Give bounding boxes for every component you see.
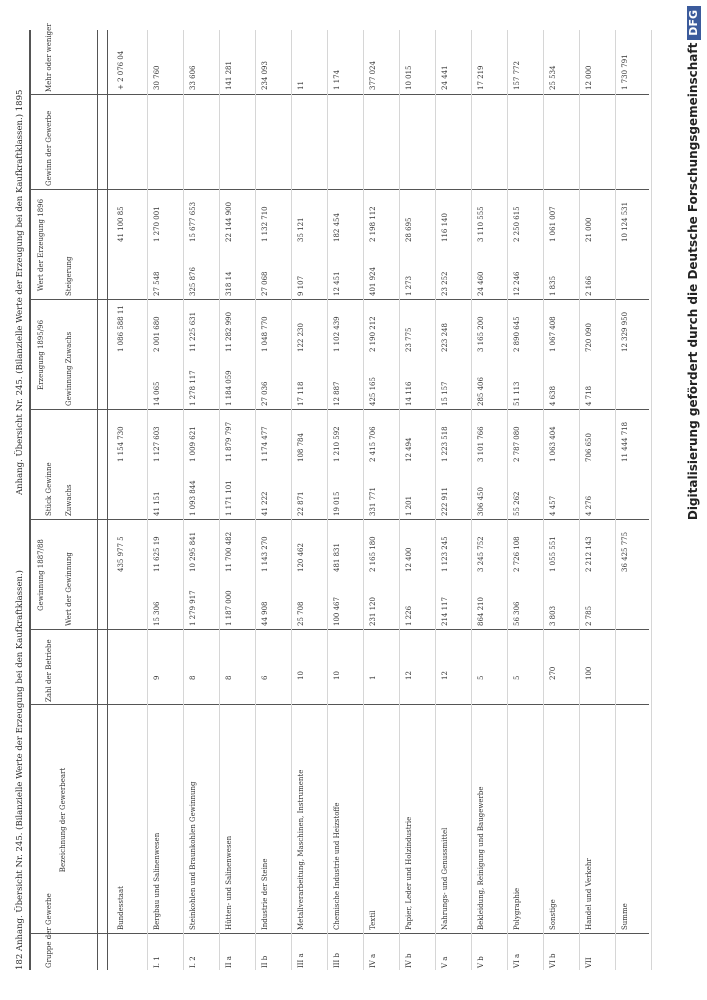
table-cell-b: 44 908	[261, 601, 269, 626]
table-cell-h: 318 14	[225, 271, 233, 296]
col-rule	[29, 189, 649, 190]
col-header-group: Gruppe der Gewerbe	[45, 893, 53, 968]
table-cell-e: 706 650	[585, 433, 593, 462]
table-cell-gruppe: VI b	[549, 953, 557, 968]
table-cell-j: 10 015	[405, 65, 413, 90]
table-cell-j: 17 219	[477, 65, 485, 90]
row-separator	[255, 30, 256, 970]
row-separator	[219, 30, 220, 970]
table-cell-j: 30 760	[153, 65, 161, 90]
col-header-zuwachs: Zuwachs	[65, 484, 73, 516]
table-cell-i: 1 132 710	[261, 206, 269, 242]
table-cell-j: 157 772	[513, 61, 521, 90]
table-cell-e: 2 787 080	[513, 426, 521, 462]
col-header-gewinn: Gewinn der Gewerbe	[45, 110, 53, 186]
table-cell-i: 3 110 555	[477, 206, 485, 242]
table-cell-j: 12 000	[585, 65, 593, 90]
table-cell-d: 55 262	[513, 491, 521, 516]
table-cell-e: 1 127 603	[153, 426, 161, 462]
table-cell-d: 41 222	[261, 491, 269, 516]
table-cell-gruppe: V a	[441, 956, 449, 968]
col-rule	[29, 299, 649, 300]
table-cell-b: 25 708	[297, 601, 305, 626]
table-cell-b: 56 306	[513, 601, 521, 626]
table-cell-e: 1 223 518	[441, 426, 449, 462]
table-cell-j: 11	[297, 81, 305, 90]
watermark-text: Digitalisierung gefördert durch die Deutsche Forschungsgemeinschaft	[686, 42, 700, 521]
table-cell-gruppe: VI a	[513, 953, 521, 968]
row-separator	[291, 30, 292, 970]
table-cell-d: 1 093 844	[189, 480, 197, 516]
row-separator	[651, 30, 652, 970]
page-header-left: 182 Anhang. Übersicht Nr. 245. (Bilanzielle Werte der Erzeugung bei den Kaufkraftklassen.)	[15, 570, 25, 970]
table-cell-f: 4 718	[585, 385, 593, 406]
table-cell-b: 1 226	[405, 605, 413, 626]
table-cell-a: 5	[477, 675, 485, 680]
table-cell-name: Polygraphie	[513, 887, 521, 930]
table-cell-d: 19 015	[333, 491, 341, 516]
table-cell-name: Nahrungs- und Genussmittel	[441, 827, 449, 930]
table-cell-b: 1 187 000	[225, 590, 233, 626]
table-cell-c: 2 726 108	[513, 536, 521, 572]
table-cell-c: 12 400	[405, 547, 413, 572]
table-cell-d: 1 171 101	[225, 480, 233, 516]
table-cell-g: 1 086 588 11	[117, 305, 125, 352]
table-cell-a: 6	[261, 675, 269, 680]
table-cell-b: 1 279 917	[189, 590, 197, 626]
table-cell-f: 17 118	[297, 381, 305, 406]
table-cell-j: 141 281	[225, 61, 233, 90]
table-cell-name: Handel und Verkehr	[585, 858, 593, 930]
table-cell-a: 10	[297, 671, 305, 680]
table-cell-g: 1 048 770	[261, 316, 269, 352]
table-cell-h: 1 835	[549, 275, 557, 296]
row-separator	[183, 30, 184, 970]
table-cell-j: 234 093	[261, 61, 269, 90]
table-cell-d: 1 201	[405, 495, 413, 516]
table-cell-i: 28 695	[405, 217, 413, 242]
col-rule	[29, 629, 649, 630]
table-cell-f: 4 638	[549, 385, 557, 406]
table-cell-name: Bergbau und Salinenwesen	[153, 832, 161, 930]
table-cell-i: 22 144 900	[225, 201, 233, 242]
table-cell-b: 214 117	[441, 597, 449, 626]
table-cell-h: 401 924	[369, 267, 377, 296]
table-cell-name: Summe	[621, 903, 629, 930]
row-separator	[543, 30, 544, 970]
table-cell-f: 27 036	[261, 381, 269, 406]
table-cell-a: 8	[225, 675, 233, 680]
table-cell-a: 5	[513, 675, 521, 680]
table-cell-a: 10	[333, 671, 341, 680]
table-cell-name: Steinkohlen und Braunkohlen Gewinnung	[189, 781, 197, 930]
table-cell-h: 27 548	[153, 271, 161, 296]
table-cell-h: 1 273	[405, 275, 413, 296]
col-header-steigerung: Steigerung	[65, 256, 73, 296]
table-cell-gruppe: I. 2	[189, 956, 197, 968]
col-rule	[29, 94, 649, 95]
table-cell-i: 2 198 112	[369, 206, 377, 242]
page-header-right: Anhang. Übersicht Nr. 245. (Bilanzielle Werte der Erzeugung bei den Kaufkraftklassen.) 1895	[15, 89, 25, 495]
table-cell-g: 11 225 631	[189, 311, 197, 352]
table-cell-j: 1 730 791	[621, 54, 629, 90]
table-cell-i: 2 250 615	[513, 206, 521, 242]
row-separator	[327, 30, 328, 970]
table-cell-g: 720 090	[585, 323, 593, 352]
table-cell-h: 9 107	[297, 275, 305, 296]
table-cell-a: 1	[369, 675, 377, 680]
table-cell-name: Metallverarbeitung, Maschinen, Instrumente	[297, 769, 305, 930]
table-cell-c: 1 123 245	[441, 536, 449, 572]
table-cell-name: Sonstige	[549, 899, 557, 930]
table-cell-g: 2 190 212	[369, 316, 377, 352]
row-separator	[399, 30, 400, 970]
table-cell-h: 2 166	[585, 275, 593, 296]
dfg-logo-badge: DFG	[687, 6, 701, 40]
row-separator	[435, 30, 436, 970]
table-cell-i: 10 124 531	[621, 201, 629, 242]
table-cell-e: 1 210 592	[333, 426, 341, 462]
table-cell-gruppe: II a	[225, 956, 233, 968]
table-cell-h: 12 451	[333, 271, 341, 296]
table-cell-name: Bekleidung, Reinigung und Baugewerbe	[477, 786, 485, 930]
table-cell-h: 325 876	[189, 267, 197, 296]
table-cell-a: 12	[441, 671, 449, 680]
table-cell-f: 14 065	[153, 381, 161, 406]
table-cell-j: 377 024	[369, 61, 377, 90]
col-header-wert: Wert der Gewinnung	[65, 552, 73, 626]
col-rule	[29, 519, 649, 520]
table-cell-name: Bundesstaat	[117, 886, 125, 930]
table-cell-j: 24 441	[441, 65, 449, 90]
table-cell-h: 23 252	[441, 271, 449, 296]
table-cell-i: 41 100 85	[117, 206, 125, 242]
table-cell-c: 120 462	[297, 543, 305, 572]
table-cell-d: 22 871	[297, 491, 305, 516]
table-cell-g: 1 102 439	[333, 316, 341, 352]
row-separator	[147, 30, 148, 970]
table-cell-i: 15 677 653	[189, 201, 197, 242]
table-cell-c: 435 977 5	[117, 536, 125, 572]
table-cell-c: 36 425 775	[621, 531, 629, 572]
table-cell-e: 3 101 766	[477, 426, 485, 462]
table-cell-gruppe: I. 1	[153, 956, 161, 968]
table-cell-e: 1 174 477	[261, 426, 269, 462]
table-cell-a: 8	[189, 675, 197, 680]
table-cell-e: 11 444 718	[621, 421, 629, 462]
table-cell-g: 122 230	[297, 323, 305, 352]
table-cell-d: 4 457	[549, 495, 557, 516]
table-cell-name: Hütten- und Salinenwesen	[225, 835, 233, 930]
table-cell-d: 306 450	[477, 487, 485, 516]
table-cell-b: 15 306	[153, 601, 161, 626]
dfg-watermark-text	[682, 6, 704, 996]
table-cell-gruppe: II b	[261, 955, 269, 968]
col-header-mehr: Mehr oder weniger	[45, 23, 53, 92]
table-cell-e: 108 784	[297, 433, 305, 462]
table-cell-f: 12 887	[333, 381, 341, 406]
row-separator	[615, 30, 616, 970]
table-cell-a: 9	[153, 675, 161, 680]
table-cell-name: Papier, Leder und Holzindustrie	[405, 816, 413, 930]
table-cell-h: 27 068	[261, 271, 269, 296]
col-header-gew-zuwachs: Gewinnung Zuwachs	[65, 331, 73, 406]
table-cell-gruppe: VII	[585, 957, 593, 968]
table-cell-g: 3 165 200	[477, 316, 485, 352]
table-cell-d: 222 911	[441, 487, 449, 516]
table-cell-e: 1 063 404	[549, 426, 557, 462]
table-cell-j: 33 606	[189, 65, 197, 90]
table-cell-c: 2 212 143	[585, 536, 593, 572]
table-cell-i: 116 140	[441, 213, 449, 242]
col-header-wert-1896: Wert der Erzeugung 1896	[37, 198, 45, 292]
row-separator	[507, 30, 508, 970]
table-cell-name: Industrie der Steine	[261, 858, 269, 930]
table-cell-b: 3 803	[549, 605, 557, 626]
top-rule	[29, 30, 31, 970]
table-cell-gruppe: IV a	[369, 953, 377, 968]
table-cell-i: 35 121	[297, 217, 305, 242]
table-cell-f: 1 278 117	[189, 370, 197, 406]
col-rule	[29, 704, 649, 705]
row-separator	[363, 30, 364, 970]
table-cell-g: 2 890 645	[513, 316, 521, 352]
table-cell-name: Chemische Industrie und Heizstoffe	[333, 802, 341, 930]
table-cell-c: 1 143 270	[261, 536, 269, 572]
table-cell-e: 12 494	[405, 437, 413, 462]
table-cell-c: 3 245 752	[477, 536, 485, 572]
table-cell-f: 15 157	[441, 381, 449, 406]
table-cell-f: 425 165	[369, 377, 377, 406]
row-separator	[471, 30, 472, 970]
table-cell-d: 4 276	[585, 495, 593, 516]
table-cell-i: 1 061 007	[549, 206, 557, 242]
col-header-stueck: Stück Gewinne	[45, 462, 53, 516]
table-cell-c: 481 831	[333, 543, 341, 572]
table-cell-e: 1 009 621	[189, 426, 197, 462]
table-cell-g: 11 282 990	[225, 311, 233, 352]
table-cell-g: 2 001 680	[153, 316, 161, 352]
table-cell-b: 100 467	[333, 597, 341, 626]
table-cell-gruppe: V b	[477, 956, 485, 968]
table-cell-i: 21 000	[585, 217, 593, 242]
table-cell-a: 270	[549, 666, 557, 680]
col-header-name: Bezeichnung der Gewerbeart	[59, 767, 67, 873]
table-cell-c: 10 295 841	[189, 531, 197, 572]
table-cell-g: 1 067 408	[549, 316, 557, 352]
table-cell-gruppe: III a	[297, 953, 305, 968]
table-cell-g: 12 329 950	[621, 311, 629, 352]
table-cell-f: 285 406	[477, 377, 485, 406]
table-cell-e: 2 415 706	[369, 426, 377, 462]
table-cell-g: 23 775	[405, 327, 413, 352]
row-separator	[579, 30, 580, 970]
table-cell-i: 1 270 001	[153, 206, 161, 242]
index-row-rule	[107, 30, 108, 970]
table-cell-a: 12	[405, 671, 413, 680]
table-cell-i: 182 454	[333, 213, 341, 242]
table-cell-e: 1 154 730	[117, 426, 125, 462]
col-header-erzeugung: Erzeugung 1895/96	[37, 319, 45, 391]
table-cell-j: 1 174	[333, 69, 341, 90]
table-cell-b: 2 785	[585, 605, 593, 626]
col-header-count: Zahl der Betriebe	[45, 639, 53, 702]
col-rule	[29, 409, 649, 410]
table-cell-h: 12 246	[513, 271, 521, 296]
rotated-table-sheet	[15, 25, 665, 970]
table-cell-c: 11 625 19	[153, 536, 161, 572]
col-rule	[29, 933, 649, 934]
table-cell-gruppe: III b	[333, 952, 341, 968]
table-cell-c: 1 055 551	[549, 536, 557, 572]
table-cell-c: 2 165 180	[369, 536, 377, 572]
table-cell-d: 331 771	[369, 487, 377, 516]
table-cell-g: 223 248	[441, 323, 449, 352]
col-header-gewinnung: Gewinnung 1887/88	[37, 539, 45, 611]
dfg-watermark	[682, 6, 704, 996]
table-cell-gruppe: IV b	[405, 953, 413, 968]
table-cell-b: 864 210	[477, 597, 485, 626]
table-cell-f: 14 116	[405, 381, 413, 406]
table-cell-j: + 2 076 04	[117, 50, 125, 90]
table-cell-name: Textil	[369, 910, 377, 930]
table-cell-e: 11 879 797	[225, 421, 233, 462]
table-cell-c: 11 700 482	[225, 531, 233, 572]
table-cell-j: 25 534	[549, 65, 557, 90]
table-cell-a: 100	[585, 666, 593, 680]
table-cell-h: 24 460	[477, 271, 485, 296]
header-bottom-rule	[97, 30, 98, 970]
table-cell-d: 41 151	[153, 491, 161, 516]
table-cell-f: 1 184 059	[225, 370, 233, 406]
table-cell-f: 51 113	[513, 381, 521, 406]
table-cell-b: 231 120	[369, 597, 377, 626]
